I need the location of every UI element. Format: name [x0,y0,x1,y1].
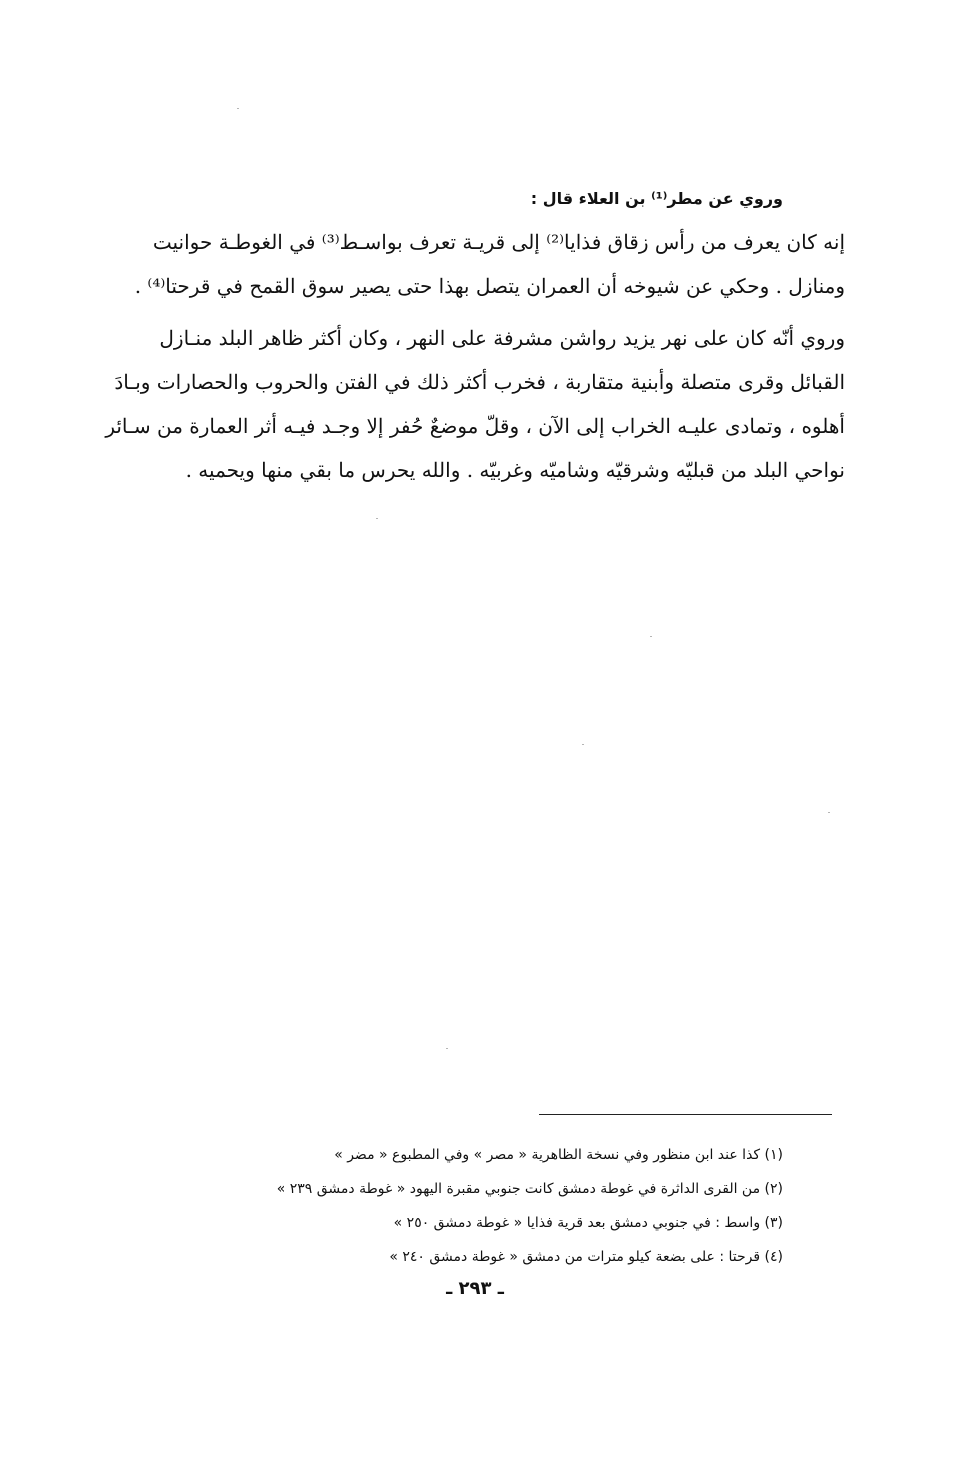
paragraph-1 [134,220,845,308]
paragraph-2 [105,316,845,492]
scan-speck [237,108,239,109]
footnotes [277,1138,783,1274]
scan-speck [650,636,652,637]
scan-speck [828,812,830,813]
paragraph-line: ومنازل . وحكي عن شيوخه أن العمران يتصل بهذا حتى يصير سوق القمح في قرحتا⁽⁴⁾ . [134,274,845,298]
footnote-2: (٢) من القرى الداثرة في غوطة دمشق كانت جنوبي مقبرة اليهود « غوطة دمشق ٢٣٩ » [276,1181,783,1197]
page-number: ـ ٢٩٣ ـ [446,1278,504,1299]
paragraph-line: إنه كان يعرف من رأس زقاق فذايا⁽²⁾ إلى قريـة تعرف بواسـط⁽³⁾ في الغوطـة حوانيت [152,230,845,254]
paragraph-line: وروي أنّه كان على نهر يزيد رواشن مشرفة على النهر ، وكان أكثر ظاهر البلد منـازل [159,326,845,350]
footnote-1: (١) كذا عند ابن منظور وفي نسخة الظاهرية « مصر » وفي المطبوع « مضر » [334,1147,783,1163]
footnote-4: (٤) قرحتا : على بضعة كيلو مترات من دمشق « غوطة دمشق ٢٤٠ » [389,1249,783,1265]
footnote-3: (٣) واسط : في جنوبي دمشق بعد قرية فذايا « غوطة دمشق ٢٥٠ » [393,1215,783,1231]
paragraph-line: القبائل وقرى متصلة وأبنية متقاربة ، فخرب أكثر ذلك في الفتن والحروب والحصارات وبـادَ [114,370,845,394]
scan-speck [446,1048,448,1049]
intro-line: وروي عن مطر⁽¹⁾ بن العلاء قال : [530,189,783,208]
scan-speck [376,518,378,519]
scan-speck [582,744,584,745]
paragraph-line: أهلوه ، وتمادى عليـه الخراب إلى الآن ، وقلّ موضعٌ حُفر إلا وجـد فيـه أثر العمارة من سـائر [105,414,845,438]
footnote-separator [539,1114,832,1115]
paragraph-line: نواحي البلد من قبليّه وشرقيّه وشاميّه وغربيّه . والله يحرس ما بقي منها ويحميه . [185,458,845,482]
